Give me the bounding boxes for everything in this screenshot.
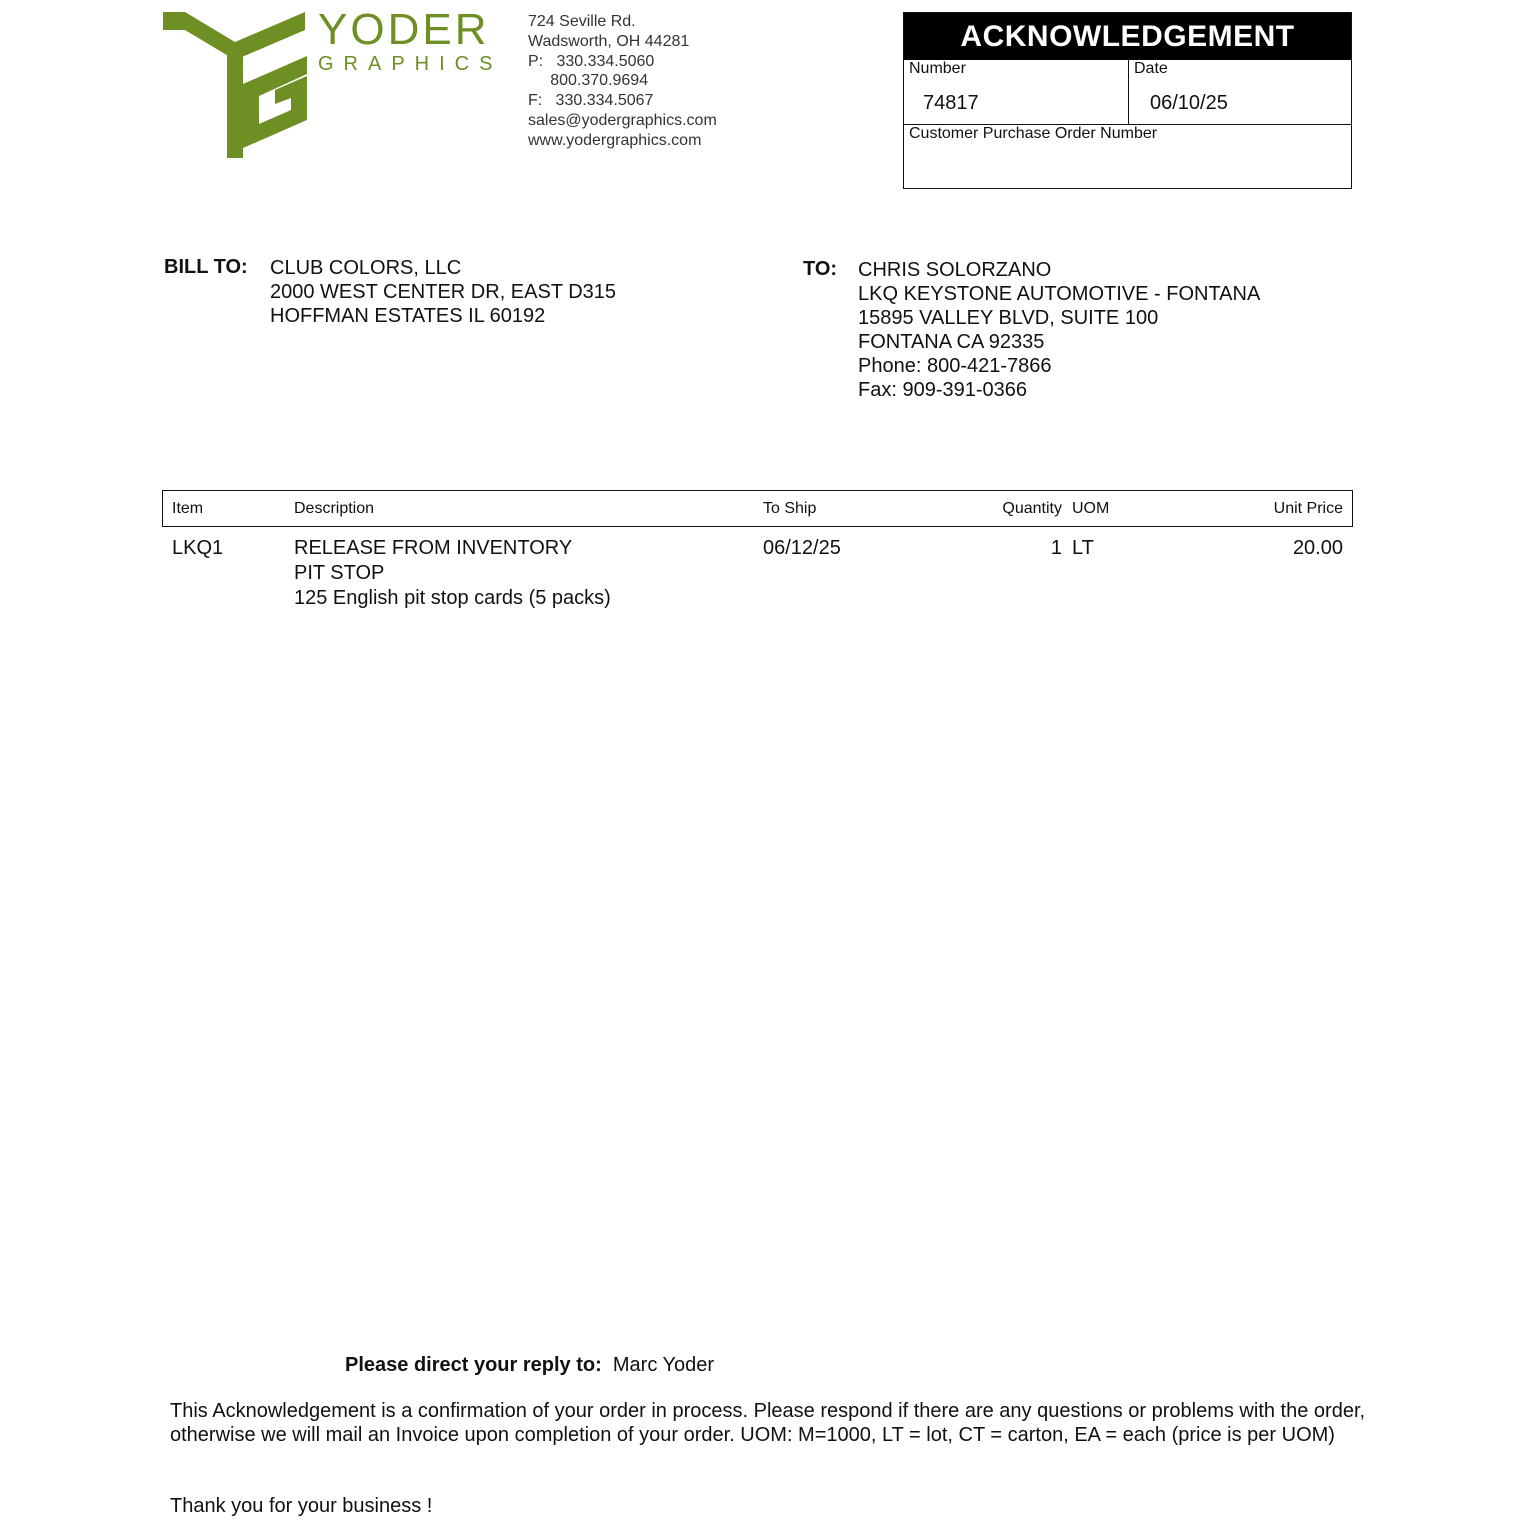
date-label: Date [1134, 60, 1168, 77]
acknowledgement-note: This Acknowledgement is a confirmation of your order in process. Please respond if there are any questions or problems with the order, otherwise we will mail an Invoice upon completion of your order. UOM: M=1000, LT = lot, CT = carton, EA = each (price is per UOM) [170, 1400, 1366, 1446]
contact-phone: P: 330.334.5060 [528, 52, 655, 70]
header-unit-price: Unit Price [1273, 500, 1343, 517]
brand-name: YODER [318, 5, 490, 54]
reply-to [345, 1354, 714, 1377]
bill-to-line: CLUB COLORS, LLC [270, 257, 462, 279]
contact-email: sales@yodergraphics.com [528, 111, 717, 129]
ship-to-line: FONTANA CA 92335 [858, 331, 1045, 353]
ship-to-line: CHRIS SOLORZANO [858, 259, 1052, 281]
header-quantity: Quantity [1002, 500, 1062, 517]
ack-number-cell [904, 60, 1129, 124]
ship-to-line: 15895 VALLEY BLVD, SUITE 100 [858, 307, 1159, 329]
ack-number-date-row [904, 60, 1351, 125]
header-item: Item [172, 500, 204, 517]
header-to-ship: To Ship [763, 500, 817, 517]
bill-to-label: BILL TO: [164, 256, 248, 278]
company-contact [528, 12, 717, 151]
ship-to-label: TO: [803, 258, 838, 280]
reply-to-label: Please direct your reply to: [345, 1354, 602, 1376]
row-uom: LT [1072, 537, 1094, 559]
description-line: 125 English pit stop cards (5 packs) [294, 587, 611, 609]
line-items-header [162, 490, 1353, 527]
ship-to-line: LKQ KEYSTONE AUTOMOTIVE - FONTANA [858, 283, 1261, 305]
bill-to-line: HOFFMAN ESTATES IL 60192 [270, 305, 546, 327]
contact-fax: F: 330.334.5067 [528, 92, 654, 110]
contact-phone-alt: 800.370.9694 [528, 72, 649, 90]
ship-to-line: Fax: 909-391-0366 [858, 379, 1028, 401]
reply-to-name: Marc Yoder [612, 1354, 715, 1376]
brand-subtitle: GRAPHICS [318, 53, 503, 75]
header-description: Description [294, 500, 375, 517]
description-line: RELEASE FROM INVENTORY [294, 537, 573, 559]
table-row [162, 536, 1353, 616]
acknowledgement-box [903, 12, 1352, 189]
header-uom: UOM [1072, 500, 1110, 517]
po-number-label: Customer Purchase Order Number [909, 125, 1158, 142]
contact-street: 724 Seville Rd. [528, 13, 636, 30]
number-value: 74817 [923, 92, 979, 114]
row-unit-price: 20.00 [1292, 537, 1343, 559]
bill-to-address [270, 256, 616, 328]
yoder-graphics-logo [163, 12, 323, 158]
ship-to-line: Phone: 800-421-7866 [858, 355, 1052, 377]
contact-city: Wadsworth, OH 44281 [528, 32, 690, 50]
thank-you-text: Thank you for your business ! [170, 1495, 433, 1517]
document-title: ACKNOWLEDGEMENT [904, 13, 1351, 60]
bill-to-line: 2000 WEST CENTER DR, EAST D315 [270, 281, 617, 303]
contact-website: www.yodergraphics.com [528, 131, 702, 149]
ship-to-address [858, 258, 1260, 402]
number-label: Number [909, 60, 966, 77]
row-description [294, 536, 611, 611]
description-line: PIT STOP [294, 562, 385, 584]
date-value: 06/10/25 [1150, 92, 1228, 114]
row-to-ship: 06/12/25 [763, 537, 841, 559]
row-item: LKQ1 [172, 537, 224, 559]
ack-date-cell [1129, 60, 1351, 124]
row-quantity: 1 [1050, 537, 1062, 559]
